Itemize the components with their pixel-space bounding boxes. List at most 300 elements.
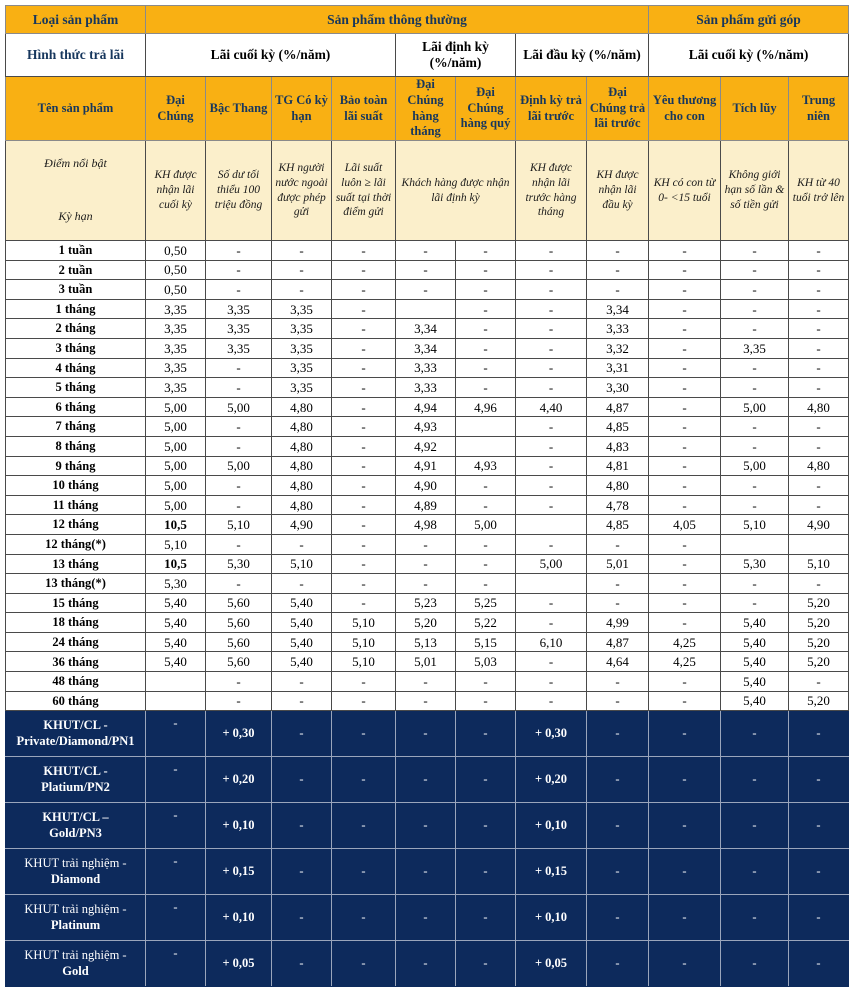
- rate-cell: -: [721, 417, 789, 437]
- rate-cell: -: [789, 672, 849, 692]
- rate-cell: -: [587, 672, 649, 692]
- product-header: Tích lũy: [721, 77, 789, 141]
- rate-cell: -: [456, 260, 516, 280]
- term-row: [6, 534, 849, 554]
- rate-cell: -: [789, 358, 849, 378]
- rate-cell: 5,01: [587, 554, 649, 574]
- rate-cell: -: [516, 436, 587, 456]
- rate-cell: -: [649, 456, 721, 476]
- tier-bonus-cell: -: [721, 849, 789, 895]
- rate-cell: -: [332, 338, 396, 358]
- rate-cell: -: [649, 476, 721, 496]
- rate-cell: 5,40: [272, 632, 332, 652]
- tier-bonus-cell: -: [396, 941, 456, 987]
- customer-tier-row: [6, 711, 849, 757]
- rate-cell: -: [789, 574, 849, 594]
- tier-bonus-cell: -: [789, 757, 849, 803]
- tier-bonus-cell: -: [649, 849, 721, 895]
- tier-label-line1: KHUT trải nghiệm -: [24, 948, 127, 963]
- rate-cell: -: [721, 299, 789, 319]
- rate-cell: 4,99: [587, 613, 649, 633]
- rate-cell: 5,00: [516, 554, 587, 574]
- tier-bonus-cell: -: [721, 803, 789, 849]
- rate-cell: -: [332, 299, 396, 319]
- tier-bonus-cell: -: [272, 757, 332, 803]
- rate-cell: -: [206, 534, 272, 554]
- rate-cell: 3,33: [587, 319, 649, 339]
- tier-bonus-cell: -: [332, 849, 396, 895]
- rate-cell: -: [789, 319, 849, 339]
- rate-cell: 5,40: [721, 652, 789, 672]
- product-header: Bảo toàn lãi suất: [332, 77, 396, 141]
- rate-cell: 5,60: [206, 593, 272, 613]
- rate-cell: 5,01: [396, 652, 456, 672]
- term-cell: 15 tháng: [6, 593, 146, 613]
- rate-cell: -: [649, 554, 721, 574]
- rate-cell: -: [649, 495, 721, 515]
- rate-cell: 5,00: [456, 515, 516, 535]
- rate-cell: 3,35: [206, 319, 272, 339]
- rate-cell: 5,03: [456, 652, 516, 672]
- rate-cell: 5,22: [456, 613, 516, 633]
- rate-cell: [456, 436, 516, 456]
- rate-cell: 3,35: [146, 319, 206, 339]
- rate-cell: -: [272, 672, 332, 692]
- rate-cell: -: [789, 476, 849, 496]
- rate-cell: -: [516, 417, 587, 437]
- rate-cell: -: [396, 260, 456, 280]
- term-cell: 6 tháng: [6, 397, 146, 417]
- rate-cell: 4,80: [272, 476, 332, 496]
- rate-cell: [456, 417, 516, 437]
- rate-cell: -: [649, 397, 721, 417]
- highlight-cell: Lãi suất luôn ≥ lãi suất tại thời điểm gửi: [332, 141, 396, 241]
- rate-cell: -: [516, 691, 587, 711]
- rate-cell: -: [456, 299, 516, 319]
- rate-cell: 5,40: [146, 632, 206, 652]
- rate-cell: 4,05: [649, 515, 721, 535]
- tier-bonus-cell: + 0,10: [206, 895, 272, 941]
- rate-cell: 5,40: [272, 652, 332, 672]
- rate-cell: 5,30: [721, 554, 789, 574]
- rate-cell: -: [721, 241, 789, 261]
- term-row: [6, 358, 849, 378]
- interest-rate-table: [5, 5, 849, 987]
- rate-cell: 5,13: [396, 632, 456, 652]
- rate-cell: -: [396, 672, 456, 692]
- interest-form-row: [6, 34, 849, 77]
- rate-cell: 3,35: [272, 378, 332, 398]
- term-cell: 3 tháng: [6, 338, 146, 358]
- tier-bonus-cell: -: [456, 803, 516, 849]
- rate-cell: -: [332, 534, 396, 554]
- rate-cell: -: [516, 260, 587, 280]
- tier-bonus-cell: -: [649, 757, 721, 803]
- rate-cell: 5,00: [721, 456, 789, 476]
- tier-bonus-cell: -: [146, 757, 206, 803]
- term-cell: 48 tháng: [6, 672, 146, 692]
- rate-cell: 3,35: [721, 338, 789, 358]
- rate-cell: 5,00: [206, 456, 272, 476]
- rate-cell: 5,40: [721, 691, 789, 711]
- rate-cell: -: [516, 593, 587, 613]
- tier-bonus-cell: -: [332, 941, 396, 987]
- highlight-cell: KH được nhận lãi cuối kỳ: [146, 141, 206, 241]
- rate-cell: 4,93: [396, 417, 456, 437]
- rate-cell: -: [332, 319, 396, 339]
- product-header: Đại Chúng: [146, 77, 206, 141]
- tier-label-line1: KHUT trải nghiệm -: [24, 856, 127, 871]
- product-header: Bậc Thang: [206, 77, 272, 141]
- term-cell: 1 tháng: [6, 299, 146, 319]
- rate-cell: -: [649, 241, 721, 261]
- rate-cell: 3,35: [272, 319, 332, 339]
- highlight-row: [6, 141, 849, 241]
- rate-cell: -: [332, 436, 396, 456]
- term-row: [6, 456, 849, 476]
- rate-cell: 5,60: [206, 652, 272, 672]
- term-row: [6, 593, 849, 613]
- rate-cell: 3,35: [206, 338, 272, 358]
- tier-bonus-cell: -: [396, 757, 456, 803]
- term-row: [6, 397, 849, 417]
- rate-cell: -: [789, 280, 849, 300]
- term-row: [6, 260, 849, 280]
- customer-tier-row: [6, 757, 849, 803]
- tier-bonus-cell: -: [721, 757, 789, 803]
- term-row: [6, 495, 849, 515]
- rate-cell: 5,30: [206, 554, 272, 574]
- tier-bonus-cell: -: [146, 803, 206, 849]
- rate-cell: -: [721, 593, 789, 613]
- tier-bonus-cell: + 0,10: [206, 803, 272, 849]
- tier-bonus-cell: -: [789, 941, 849, 987]
- rate-cell: 3,35: [146, 299, 206, 319]
- term-cell: 1 tuần: [6, 241, 146, 261]
- highlight-label: Điểm nổi bật: [44, 156, 107, 170]
- term-row: [6, 436, 849, 456]
- rate-cell: 5,20: [789, 613, 849, 633]
- term-row: [6, 515, 849, 535]
- tier-bonus-cell: + 0,30: [206, 711, 272, 757]
- rate-cell: 5,40: [721, 613, 789, 633]
- term-cell: 36 tháng: [6, 652, 146, 672]
- rate-cell: -: [516, 652, 587, 672]
- rate-cell: -: [516, 338, 587, 358]
- tier-bonus-cell: -: [789, 803, 849, 849]
- rate-cell: -: [516, 299, 587, 319]
- rate-cell: -: [587, 241, 649, 261]
- rate-cell: -: [272, 691, 332, 711]
- term-row: [6, 476, 849, 496]
- tier-bonus-cell: -: [456, 849, 516, 895]
- rate-cell: 5,30: [146, 574, 206, 594]
- term-row: [6, 241, 849, 261]
- rate-cell: 5,40: [146, 593, 206, 613]
- tier-label-cell: [6, 803, 146, 849]
- table-header: [6, 6, 849, 241]
- customer-tier-row: [6, 803, 849, 849]
- rate-cell: -: [206, 378, 272, 398]
- rate-cell: 5,40: [272, 593, 332, 613]
- highlight-cell: KH được nhận lãi trước hàng tháng: [516, 141, 587, 241]
- rate-cell: [146, 672, 206, 692]
- tier-bonus-cell: -: [456, 711, 516, 757]
- rate-cell: 4,80: [272, 436, 332, 456]
- rate-cell: -: [649, 534, 721, 554]
- term-cell: 2 tháng: [6, 319, 146, 339]
- rate-cell: -: [332, 691, 396, 711]
- rate-cell: 5,20: [789, 652, 849, 672]
- rate-cell: 10,5: [146, 554, 206, 574]
- rate-cell: 5,00: [146, 476, 206, 496]
- term-row: [6, 672, 849, 692]
- product-header: Đại Chúng hàng tháng: [396, 77, 456, 141]
- term-cell: 8 tháng: [6, 436, 146, 456]
- rate-cell: 4,80: [272, 495, 332, 515]
- rate-cell: 5,00: [721, 397, 789, 417]
- rate-cell: -: [649, 672, 721, 692]
- rate-cell: -: [516, 534, 587, 554]
- tier-bonus-cell: + 0,30: [516, 711, 587, 757]
- tier-bonus-cell: -: [332, 895, 396, 941]
- rate-cell: -: [396, 241, 456, 261]
- term-cell: 4 tháng: [6, 358, 146, 378]
- rate-cell: -: [516, 241, 587, 261]
- tier-bonus-cell: + 0,10: [516, 895, 587, 941]
- rate-cell: -: [332, 280, 396, 300]
- term-row: [6, 299, 849, 319]
- tier-bonus-cell: -: [789, 849, 849, 895]
- installment-products-header: Sản phẩm gửi góp: [649, 6, 849, 34]
- rate-cell: 3,35: [272, 299, 332, 319]
- rate-cell: 5,10: [206, 515, 272, 535]
- rate-cell: -: [396, 280, 456, 300]
- rate-cell: 5,15: [456, 632, 516, 652]
- rate-cell: 3,35: [272, 338, 332, 358]
- term-row: [6, 632, 849, 652]
- rate-cell: -: [456, 691, 516, 711]
- rate-cell: -: [587, 593, 649, 613]
- rate-cell: -: [587, 691, 649, 711]
- term-cell: 13 tháng: [6, 554, 146, 574]
- rate-cell: 4,90: [272, 515, 332, 535]
- rate-cell: 4,91: [396, 456, 456, 476]
- rate-cell: 3,32: [587, 338, 649, 358]
- rate-cell: 4,96: [456, 397, 516, 417]
- customer-tier-row: [6, 849, 849, 895]
- rate-cell: -: [456, 476, 516, 496]
- term-cell: 2 tuần: [6, 260, 146, 280]
- rate-cell: 3,35: [146, 378, 206, 398]
- rate-cell: 5,20: [789, 691, 849, 711]
- rate-cell: -: [456, 280, 516, 300]
- rate-cell: 4,80: [272, 397, 332, 417]
- tier-label-line2: Private/Diamond/PN1: [16, 733, 135, 748]
- rate-cell: 10,5: [146, 515, 206, 535]
- rate-cell: -: [649, 378, 721, 398]
- tier-label-cell: [6, 711, 146, 757]
- rate-cell: -: [332, 241, 396, 261]
- highlight-cell: KH từ 40 tuổi trở lên: [789, 141, 849, 241]
- rate-cell: -: [721, 260, 789, 280]
- tier-bonus-cell: -: [332, 803, 396, 849]
- rate-cell: -: [456, 534, 516, 554]
- customer-tier-row: [6, 895, 849, 941]
- rate-cell: -: [206, 280, 272, 300]
- rate-cell: -: [587, 280, 649, 300]
- rate-cell: 4,98: [396, 515, 456, 535]
- rate-cell: 5,40: [146, 613, 206, 633]
- rate-cell: 5,40: [272, 613, 332, 633]
- rate-cell: -: [332, 378, 396, 398]
- rate-cell: [396, 299, 456, 319]
- rate-cell: 5,00: [146, 417, 206, 437]
- tier-bonus-cell: -: [332, 711, 396, 757]
- rate-cell: 5,10: [332, 632, 396, 652]
- rate-cell: 4,80: [789, 456, 849, 476]
- rate-cell: 5,10: [332, 613, 396, 633]
- rate-cell: 5,20: [789, 632, 849, 652]
- rate-cell: 5,25: [456, 593, 516, 613]
- highlight-cell: KH người nước ngoài được phép gửi: [272, 141, 332, 241]
- rate-cell: -: [332, 260, 396, 280]
- rate-cell: 3,35: [206, 299, 272, 319]
- rate-cell: -: [516, 280, 587, 300]
- term-cell: 12 tháng: [6, 515, 146, 535]
- rate-cell: -: [332, 593, 396, 613]
- rate-cell: -: [721, 280, 789, 300]
- rate-cell: -: [396, 691, 456, 711]
- highlight-cell: KH có con từ 0- <15 tuổi: [649, 141, 721, 241]
- rate-cell: -: [332, 554, 396, 574]
- tier-bonus-cell: -: [396, 803, 456, 849]
- rate-cell: 4,25: [649, 652, 721, 672]
- rate-cell: -: [789, 495, 849, 515]
- rate-cell: -: [456, 358, 516, 378]
- tier-bonus-cell: -: [146, 849, 206, 895]
- interest-group-installment-end-of-term: Lãi cuối kỳ (%/năm): [649, 34, 849, 77]
- rate-cell: 3,33: [396, 358, 456, 378]
- rate-cell: 5,00: [206, 397, 272, 417]
- rate-cell: -: [649, 574, 721, 594]
- tier-bonus-cell: -: [396, 711, 456, 757]
- product-name-row: [6, 77, 849, 141]
- rate-cell: [721, 534, 789, 554]
- rate-cell: 4,87: [587, 632, 649, 652]
- tier-label-line1: KHUT/CL -: [43, 764, 108, 779]
- rate-cell: 4,90: [789, 515, 849, 535]
- rate-cell: -: [587, 574, 649, 594]
- rate-cell: -: [456, 378, 516, 398]
- tier-bonus-cell: -: [272, 711, 332, 757]
- rate-cell: -: [587, 260, 649, 280]
- rate-cell: 5,10: [272, 554, 332, 574]
- rate-cell: -: [721, 495, 789, 515]
- rate-cell: -: [206, 260, 272, 280]
- term-row: [6, 280, 849, 300]
- rate-cell: -: [332, 456, 396, 476]
- rate-cell: 5,60: [206, 632, 272, 652]
- tier-bonus-cell: -: [649, 803, 721, 849]
- rate-cell: -: [272, 574, 332, 594]
- rate-cell: 4,89: [396, 495, 456, 515]
- rate-cell: 3,31: [587, 358, 649, 378]
- rate-cell: -: [789, 417, 849, 437]
- rate-cell: 0,50: [146, 280, 206, 300]
- tier-bonus-cell: -: [587, 849, 649, 895]
- rate-cell: -: [272, 260, 332, 280]
- interest-group-upfront: Lãi đầu kỳ (%/năm): [516, 34, 649, 77]
- rate-cell: 4,78: [587, 495, 649, 515]
- rate-cell: 3,35: [146, 358, 206, 378]
- rate-cell: -: [516, 495, 587, 515]
- tier-label-line1: KHUT trải nghiệm -: [24, 902, 127, 917]
- rate-cell: -: [649, 338, 721, 358]
- rate-cell: 4,81: [587, 456, 649, 476]
- rate-cell: -: [206, 574, 272, 594]
- term-row: [6, 613, 849, 633]
- rate-cell: -: [516, 319, 587, 339]
- rate-cell: -: [396, 574, 456, 594]
- term-cell: 5 tháng: [6, 378, 146, 398]
- rate-cell: 5,00: [146, 436, 206, 456]
- tier-label-line2: Diamond: [50, 871, 101, 886]
- tier-bonus-cell: -: [587, 895, 649, 941]
- tier-bonus-cell: -: [456, 757, 516, 803]
- rate-cell: -: [649, 358, 721, 378]
- term-cell: 12 tháng(*): [6, 534, 146, 554]
- product-header: Yêu thương cho con: [649, 77, 721, 141]
- rate-cell: -: [649, 260, 721, 280]
- rate-cell: -: [206, 241, 272, 261]
- product-header: TG Có kỳ hạn: [272, 77, 332, 141]
- highlight-cell: Không giới hạn số lần & số tiền gửi: [721, 141, 789, 241]
- tier-label-line2: Platium/PN2: [41, 779, 110, 794]
- rate-cell: -: [206, 495, 272, 515]
- rate-cell: -: [272, 280, 332, 300]
- highlight-cell: KH được nhận lãi đầu kỳ: [587, 141, 649, 241]
- rate-cell: -: [649, 319, 721, 339]
- rate-cell: 3,34: [587, 299, 649, 319]
- rate-cell: -: [456, 672, 516, 692]
- term-row: [6, 417, 849, 437]
- rate-cell: -: [272, 241, 332, 261]
- rate-cell: -: [332, 672, 396, 692]
- regular-products-header: Sản phẩm thông thường: [146, 6, 649, 34]
- rate-cell: 4,93: [456, 456, 516, 476]
- rate-cell: 0,50: [146, 260, 206, 280]
- rate-cell: 3,35: [146, 338, 206, 358]
- rate-cell: -: [516, 476, 587, 496]
- rate-cell: -: [789, 260, 849, 280]
- tier-bonus-cell: + 0,15: [206, 849, 272, 895]
- rate-cell: [516, 574, 587, 594]
- term-row: [6, 691, 849, 711]
- highlight-term-corner-cell: [6, 141, 146, 241]
- rate-cell: -: [516, 358, 587, 378]
- term-cell: 13 tháng(*): [6, 574, 146, 594]
- interest-group-end-of-term: Lãi cuối kỳ (%/năm): [146, 34, 396, 77]
- rate-cell: -: [206, 358, 272, 378]
- rate-cell: 5,40: [721, 632, 789, 652]
- rate-cell: -: [456, 495, 516, 515]
- tier-label-line2: Gold: [62, 963, 89, 978]
- tier-bonus-cell: + 0,20: [206, 757, 272, 803]
- product-type-row: [6, 6, 849, 34]
- tier-bonus-cell: -: [272, 895, 332, 941]
- rate-cell: 3,34: [396, 338, 456, 358]
